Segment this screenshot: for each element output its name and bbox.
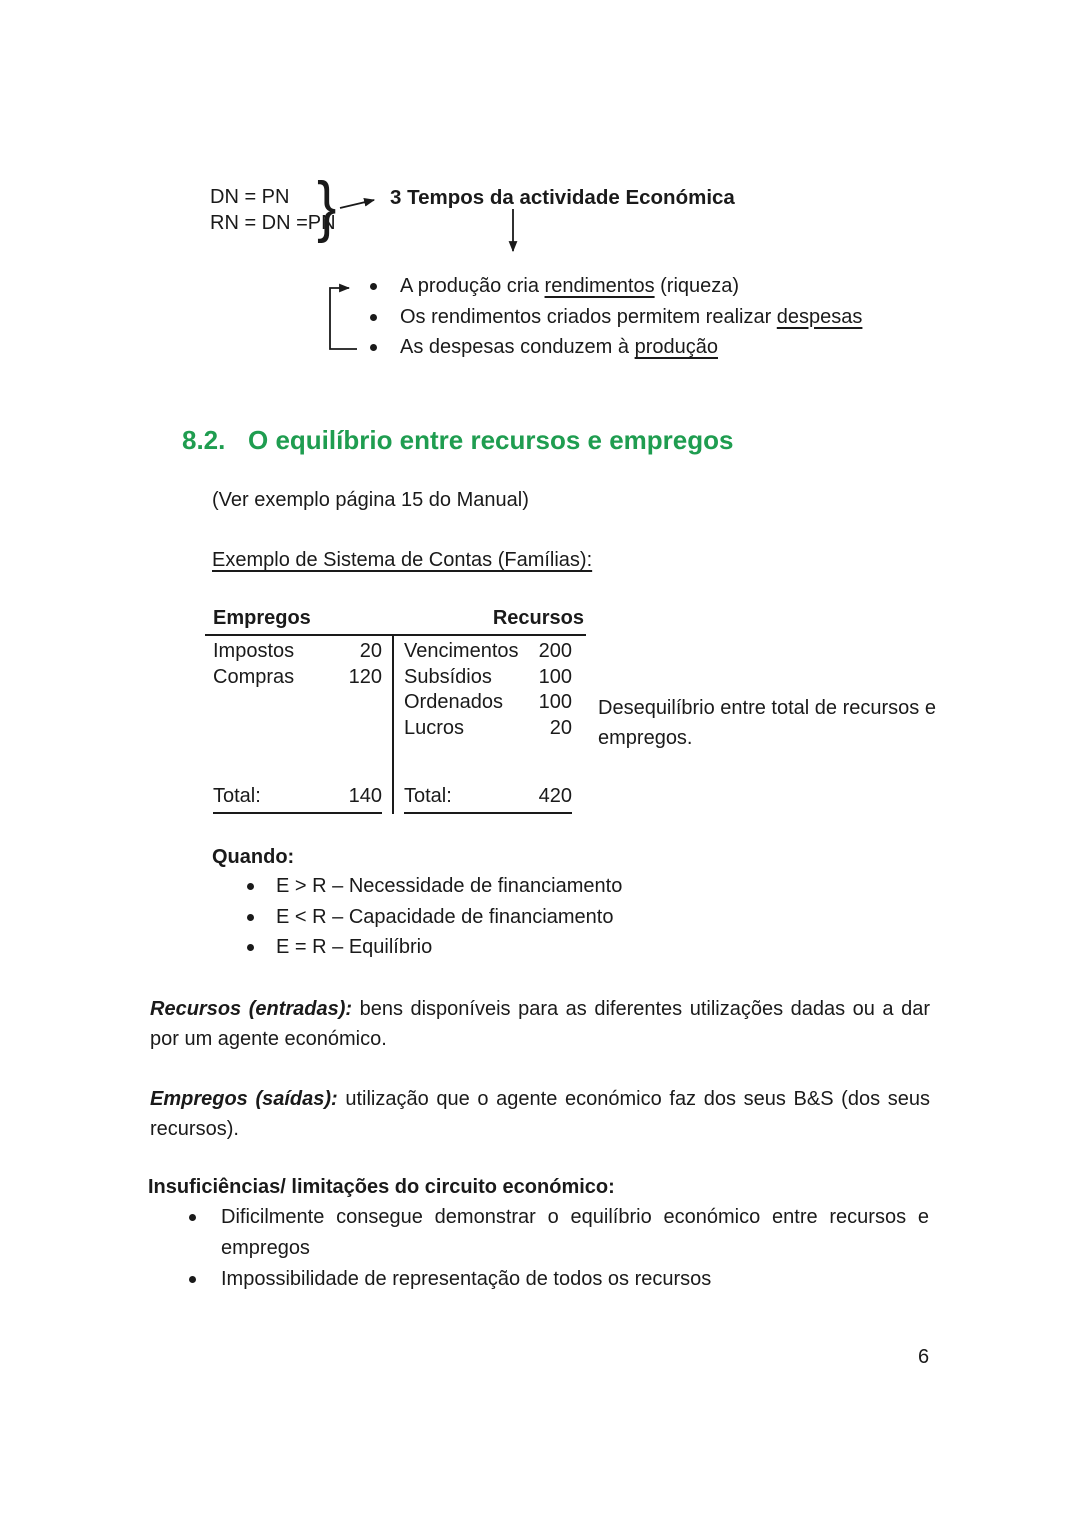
definition-recursos-term: Recursos (entradas): bbox=[150, 998, 353, 1020]
list-item bbox=[370, 271, 862, 302]
cycle-item-2-underlined: despesas bbox=[776, 305, 863, 328]
definition-recursos-text: bens disponíveis para as diferentes utilizações dadas ou a dar por um agente económico. bbox=[150, 998, 931, 1050]
limitations-title: Insuficiências/ limitações do circuito económico: bbox=[148, 1176, 615, 1198]
diagram-title: 3 Tempos da actividade Económica bbox=[390, 186, 735, 209]
cycle-item-1-underlined: rendimentos bbox=[544, 275, 655, 297]
limitations-item-2: Impossibilidade de representação de todos os recursos bbox=[221, 1268, 712, 1290]
cycle-bullet-list bbox=[370, 271, 862, 363]
recursos-column bbox=[392, 636, 586, 814]
bullet-icon bbox=[189, 1276, 196, 1283]
cycle-item-1 bbox=[400, 271, 739, 302]
row-value: 200 bbox=[538, 640, 572, 662]
row-value: 100 bbox=[538, 691, 572, 713]
brace-glyph: } bbox=[317, 168, 337, 244]
total-label: Total: bbox=[404, 785, 452, 807]
quando-item-2: E < R – Capacidade de financiamento bbox=[276, 905, 614, 928]
bullet-icon bbox=[370, 314, 377, 321]
table-row bbox=[213, 639, 382, 665]
bullet-icon bbox=[370, 283, 377, 290]
total-value: 420 bbox=[538, 785, 572, 807]
accounts-table-body bbox=[205, 636, 586, 814]
table-row bbox=[404, 690, 572, 716]
row-label: Compras bbox=[213, 665, 295, 688]
table-row bbox=[213, 665, 382, 691]
spacer bbox=[404, 741, 572, 784]
definition-empregos bbox=[150, 1084, 930, 1144]
spacer bbox=[213, 690, 382, 784]
cycle-item-3-pre: As despesas conduzem à bbox=[400, 336, 635, 358]
list-item bbox=[189, 1264, 929, 1295]
accounts-table bbox=[205, 606, 586, 814]
definition-recursos bbox=[150, 994, 930, 1054]
row-label: Vencimentos bbox=[404, 640, 519, 662]
bullet-icon bbox=[247, 883, 254, 890]
empregos-header: Empregos bbox=[213, 607, 311, 629]
table-row bbox=[404, 639, 572, 665]
row-value: 20 bbox=[549, 716, 572, 739]
cycle-item-3-underlined: produção bbox=[634, 336, 718, 358]
cycle-item-3 bbox=[400, 332, 718, 363]
definition-empregos-text: utilização que o agente económico faz dos seus B&S (dos seus recursos). bbox=[150, 1088, 930, 1140]
quando-list bbox=[247, 871, 622, 963]
list-item bbox=[247, 932, 622, 963]
example-title: Exemplo de Sistema de Contas (Famílias): bbox=[212, 549, 593, 571]
limitations-list bbox=[189, 1202, 929, 1295]
list-item bbox=[189, 1202, 929, 1264]
recursos-total-row bbox=[404, 784, 572, 814]
row-value: 20 bbox=[359, 640, 382, 662]
definition-empregos-term: Empregos (saídas): bbox=[150, 1088, 338, 1110]
limitations-item-1: Dificilmente consegue demonstrar o equilíbrio económico entre recursos e empregos bbox=[221, 1206, 929, 1259]
total-label: Total: bbox=[213, 785, 261, 807]
row-label: Lucros bbox=[404, 716, 465, 739]
bullet-icon bbox=[189, 1214, 196, 1221]
accounts-table-header bbox=[205, 606, 586, 636]
list-item bbox=[370, 302, 862, 333]
bullet-icon bbox=[247, 914, 254, 921]
list-item bbox=[370, 332, 862, 363]
cycle-item-2 bbox=[400, 302, 862, 333]
table-side-note: Desequilíbrio entre total de recursos e empregos. bbox=[598, 697, 936, 749]
quando-item-1: E > R – Necessidade de financiamento bbox=[276, 875, 623, 897]
bullet-icon bbox=[370, 344, 377, 351]
cycle-item-1-pre: A produção cria bbox=[400, 275, 545, 297]
total-value: 140 bbox=[348, 785, 382, 807]
row-value: 120 bbox=[348, 665, 382, 688]
row-label: Subsídios bbox=[404, 665, 492, 688]
empregos-column bbox=[205, 636, 392, 814]
empregos-total-row bbox=[213, 784, 382, 814]
cycle-item-1-post: (riqueza) bbox=[654, 275, 740, 297]
page-number: 6 bbox=[918, 1346, 930, 1368]
row-label: Impostos bbox=[213, 640, 295, 662]
cycle-item-2-pre: Os rendimentos criados permitem realizar bbox=[400, 305, 777, 328]
arrow-brace-to-title-icon bbox=[340, 200, 374, 208]
table-row bbox=[404, 665, 572, 691]
section-title: O equilíbrio entre recursos e empregos bbox=[248, 425, 734, 455]
row-value: 100 bbox=[538, 665, 572, 688]
list-item bbox=[247, 902, 622, 933]
quando-label: Quando: bbox=[212, 846, 295, 868]
equation-dn-pn: DN = PN bbox=[210, 186, 290, 208]
section-heading bbox=[182, 424, 733, 456]
row-label: Ordenados bbox=[404, 691, 503, 713]
section-number: 8.2. bbox=[182, 425, 226, 455]
quando-item-3: E = R – Equilíbrio bbox=[276, 936, 433, 958]
cycle-loop-arrow-icon bbox=[330, 288, 357, 349]
list-item bbox=[247, 871, 622, 902]
bullet-icon bbox=[247, 944, 254, 951]
table-row bbox=[404, 716, 572, 742]
recursos-header: Recursos bbox=[492, 607, 584, 629]
see-example-note: (Ver exemplo página 15 do Manual) bbox=[212, 489, 529, 511]
equation-rn-dn-pn: RN = DN =PN bbox=[210, 212, 336, 234]
